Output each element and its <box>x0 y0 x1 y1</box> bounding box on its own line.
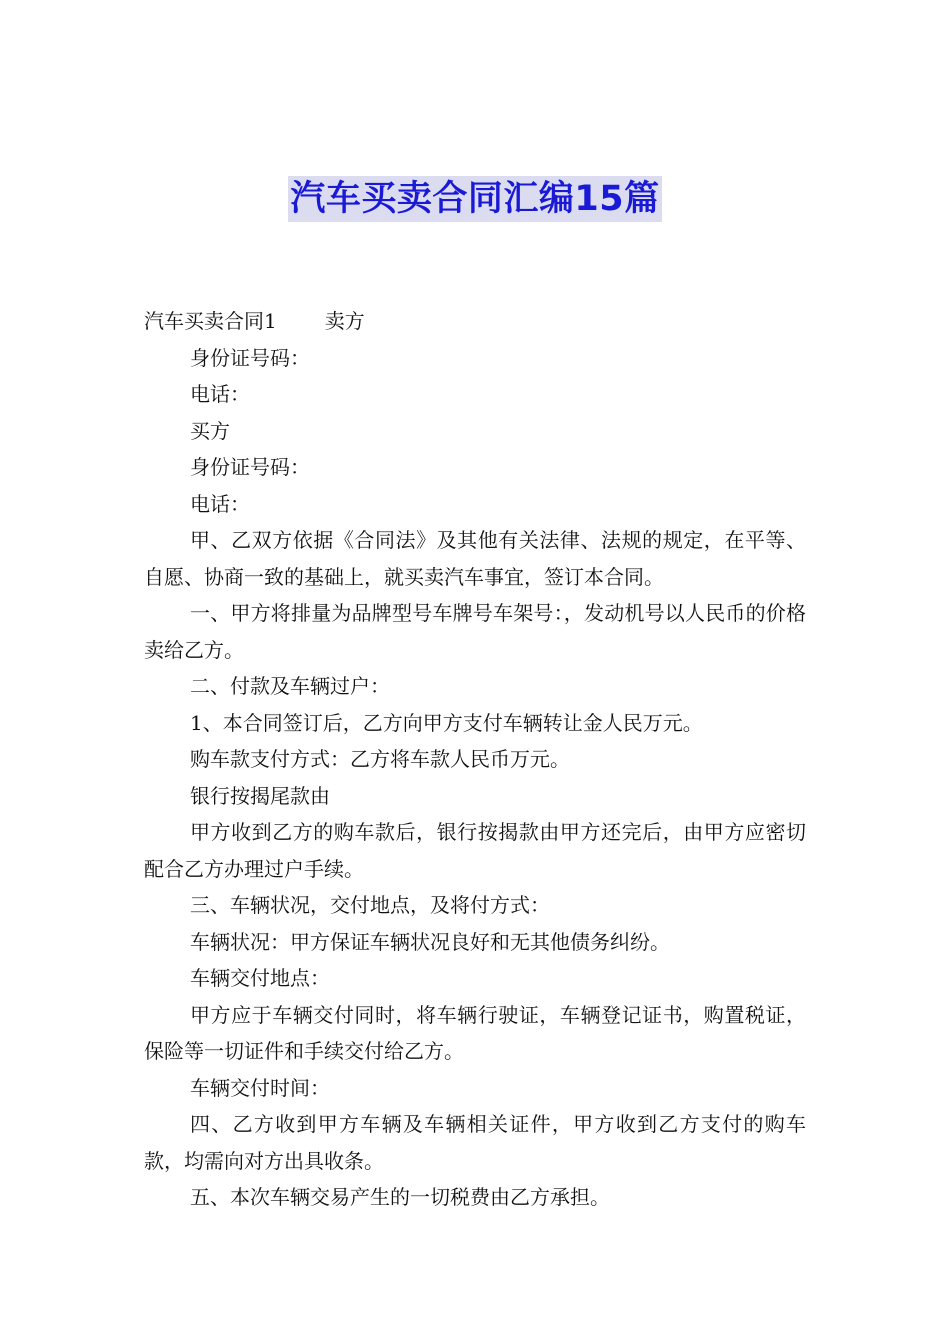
contract-heading-line <box>144 303 806 340</box>
paragraph-delivery-place: 车辆交付地点： <box>190 966 330 990</box>
title-container <box>0 176 950 222</box>
paragraph-clause-2: 二、付款及车辆过户： <box>190 674 390 698</box>
contract-heading: 汽车买卖合同1 <box>144 309 277 333</box>
paragraph-clause-2-1: 1、本合同签订后，乙方向甲方支付车辆转让金人民万元。 <box>190 710 703 735</box>
paragraph-clause-1: 一、甲方将排量为品牌型号车牌号车架号：，发动机号以人民币的价格卖给乙方。 <box>144 601 806 662</box>
paragraph-transfer: 甲方收到乙方的购车款后，银行按揭款由甲方还完后，由甲方应密切配合乙方办理过户手续。 <box>144 820 806 881</box>
paragraph-seller-phone: 电话： <box>190 382 250 406</box>
paragraph-delivery-time: 车辆交付时间： <box>190 1075 330 1100</box>
paragraph-buyer-phone: 电话： <box>190 491 250 516</box>
document-body <box>144 303 806 1216</box>
paragraph-seller-id: 身份证号码： <box>190 345 310 370</box>
paragraph-documents: 甲方应于车辆交付同时，将车辆行驶证，车辆登记证书，购置税证，保险等一切证件和手续交付给乙方。 <box>144 1002 806 1063</box>
paragraph-clause-4: 四、乙方收到甲方车辆及车辆相关证件，甲方收到乙方支付的购车款，均需向对方出具收条。 <box>144 1112 806 1173</box>
paragraph-clause-5: 五、本次车辆交易产生的一切税费由乙方承担。 <box>190 1185 610 1209</box>
paragraph-vehicle-condition: 车辆状况：甲方保证车辆状况良好和无其他债务纠纷。 <box>190 929 670 954</box>
paragraph-payment-method: 购车款支付方式：乙方将车款人民币万元。 <box>190 747 570 771</box>
paragraph-preamble: 甲、乙双方依据《合同法》及其他有关法律、法规的规定，在平等、自愿、协商一致的基础上，就买卖汽车事宜，签订本合同。 <box>144 528 806 589</box>
seller-label: 卖方 <box>324 309 365 333</box>
paragraph-buyer-label: 买方 <box>190 418 230 443</box>
paragraph-buyer-id: 身份证号码： <box>190 455 310 479</box>
paragraph-clause-3: 三、车辆状况，交付地点，及将付方式： <box>190 893 550 917</box>
document-title: 汽车买卖合同汇编15篇 <box>288 176 661 222</box>
paragraph-mortgage-balance: 银行按揭尾款由 <box>190 783 330 808</box>
